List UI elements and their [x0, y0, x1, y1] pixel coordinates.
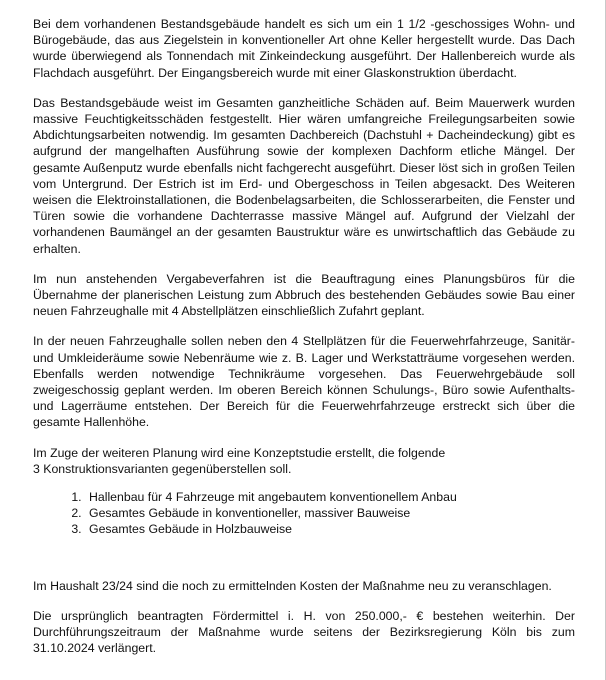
- paragraph-building-damage: Das Bestandsgebäude weist im Gesamten ganzheitliche Schäden auf. Beim Mauerwerk wurden massive Feuchtigkeitsschäden festgestellt. Hier wären umfangreiche Freilegungsarbeiten sowie Abdichtungsarbeiten notwendig. Im gesamten Dachbereich (Dachstuhl + Dacheindeckung) gibt es aufgrund der mangelhaften Ausführung sowie der komplexen Dachform etliche Mängel. Der gesamte Außenputz wurde ebenfalls nicht fachgerecht ausgeführt. Dieser löst sich in großen Teilen vom Untergrund. Der Estrich ist im Erd- und Obergeschoss in Teilen abgesackt. Des Weiteren weisen die Elektroinstallationen, die Bodenbelagsarbeiten, die Schlosserarbeiten, die Fenster und Türen sowie die vorhandene Dachterrasse massive Mängel auf. Aufgrund der Vielzahl der vorhandenen Baumängel an der gesamten Baustruktur wäre es unwirtschaftlich das Gebäude zu erhalten.: [33, 95, 575, 256]
- paragraph-new-vehicle-hall: In der neuen Fahrzeughalle sollen neben den 4 Stellplätzen für die Feuerwehrfahrzeuge, Sanitär- und Umkleideräume sowie Nebenräume wie z. B. Lager und Werkstatträume vorgesehen werden. Ebenfalls werden notwendige Technikräume vorgesehen. Das Feuerwehrgebäude soll zweigeschossig geplant werden. Im oberen Bereich können Schulungs-, Büro sowie Aufenthalts- und Lagerräume entstehen. Der Bereich für die Feuerwehrfahrzeuge erstreckt sich über die gesamte Hallenhöhe.: [33, 334, 575, 430]
- paragraph-budget: Im Haushalt 23/24 sind die noch zu ermittelnden Kosten der Maßnahme neu zu veranschlagen.: [33, 578, 552, 593]
- paragraph-tender-procedure: Im nun anstehenden Vergabeverfahren ist die Beauftragung eines Planungsbüros für die Übernahme der planerischen Leistung zum Abbruch des bestehenden Gebäudes sowie Bau einer neuen Fahrzeughalle mit 4 Abstellplätzen einschließlich Zufahrt geplant.: [33, 271, 575, 319]
- list-item: 1. Hallenbau für 4 Fahrzeuge mit angebautem konventionellem Anbau: [85, 489, 575, 505]
- paragraph-funding: Die ursprünglich beantragten Fördermittel i. H. von 250.000,- € bestehen weiterhin. Der Durchführungszeitraum der Maßnahme wurde seitens der Bezirksregierung Köln bis zum 31.10.2024 verlängert.: [33, 608, 575, 656]
- construction-variants-list: [33, 489, 575, 538]
- paragraph-existing-building: Bei dem vorhandenen Bestandsgebäude handelt es sich um ein 1 1/2 -geschossiges Wohn- und Bürogebäude, das aus Ziegelstein in konventioneller Art ohne Keller hergestellt wurde. Das Dach wurde überwiegend als Tonnendach mit Zinkeindeckung ausgeführt. Der Hallenbereich wurde als Flachdach ausgeführt. Der Eingangsbereich wurde mit einer Glaskonstruktion überdacht.: [33, 17, 575, 80]
- paragraph-concept-study: Im Zuge der weiteren Planung wird eine Konzeptstudie erstellt, die folgende 3 Konstruktionsvarianten gegenüberstellen soll.: [33, 445, 446, 476]
- list-item: 2. Gesamtes Gebäude in konventioneller, massiver Bauweise: [85, 505, 575, 521]
- list-item: 3. Gesamtes Gebäude in Holzbauweise: [85, 521, 575, 537]
